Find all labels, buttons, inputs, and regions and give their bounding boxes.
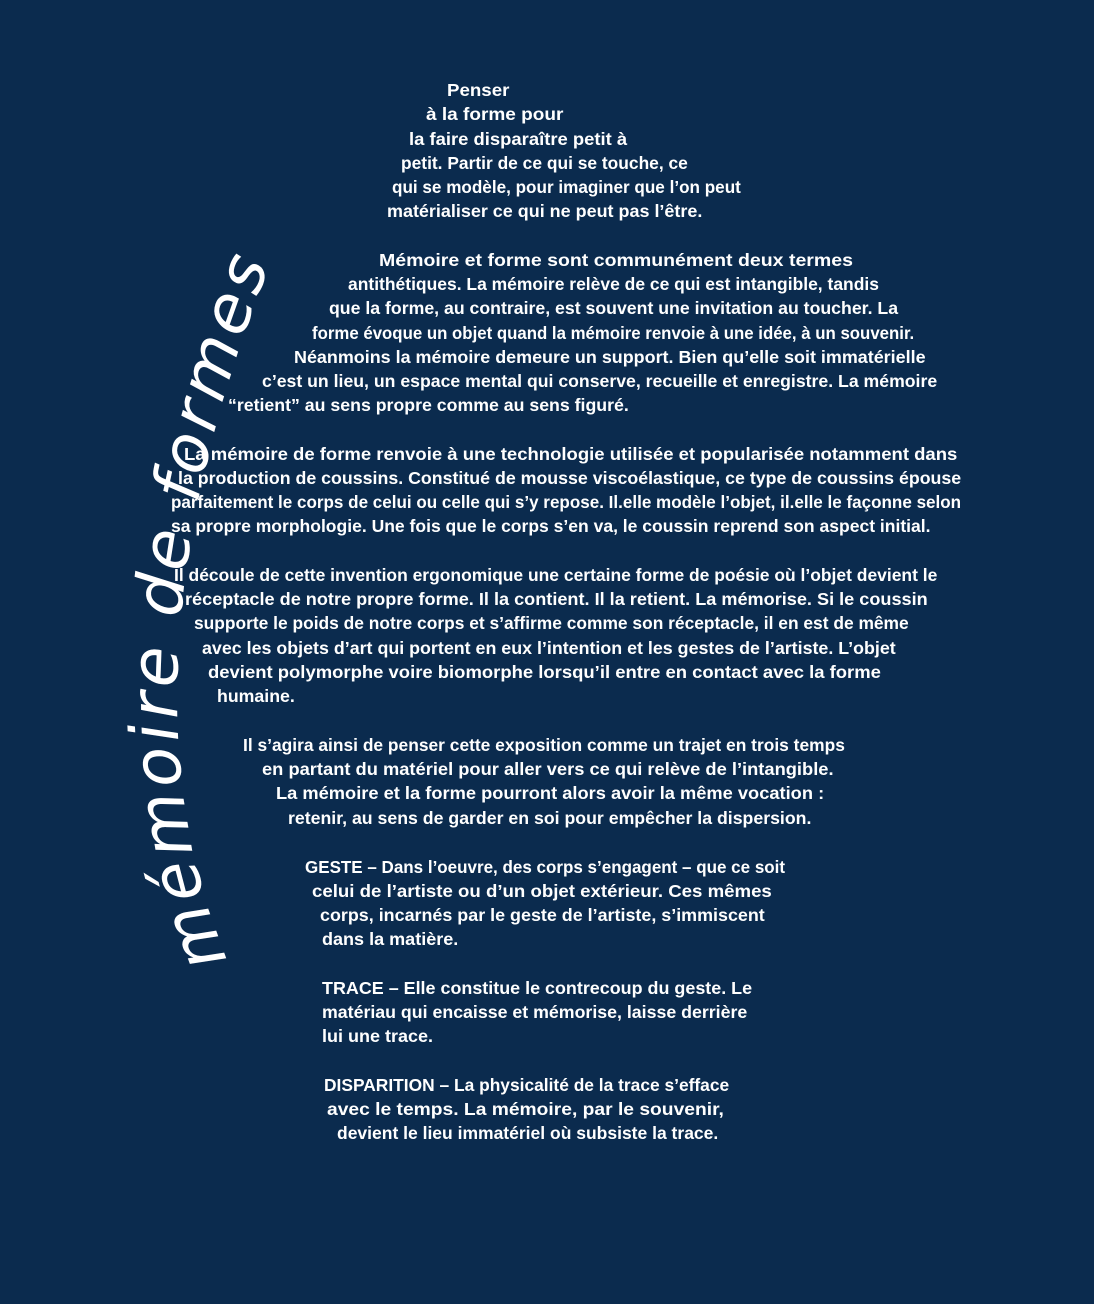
body-line: petit. Partir de ce qui se touche, ce — [401, 153, 688, 173]
body-line: GESTE – Dans l’oeuvre, des corps s’engagent – que ce soit — [305, 857, 786, 877]
body-line: à la forme pour — [426, 104, 564, 124]
body-line: réceptacle de notre propre forme. Il la contient. Il la retient. La mémorise. Si le coussin — [185, 589, 928, 609]
body-line: lui une trace. — [322, 1026, 433, 1046]
body-line: Mémoire et forme sont communément deux termes — [379, 250, 853, 270]
body-line: corps, incarnés par le geste de l’artiste, s’immiscent — [320, 905, 765, 925]
body-line: la faire disparaître petit à — [409, 129, 628, 149]
body-line: supporte le poids de notre corps et s’affirme comme son réceptacle, il en est de même — [194, 613, 909, 633]
body-line: en partant du matériel pour aller vers ce qui relève de l’intangible. — [262, 759, 834, 779]
body-line: Il s’agira ainsi de penser cette exposition comme un trajet en trois temps — [243, 735, 845, 755]
body-line: forme évoque un objet quand la mémoire renvoie à une idée, à un souvenir. — [312, 323, 915, 343]
body-line: c’est un lieu, un espace mental qui conserve, recueille et enregistre. La mémoire — [262, 371, 938, 391]
body-line: celui de l’artiste ou d’un objet extérieur. Ces mêmes — [312, 881, 772, 901]
body-line: matériau qui encaisse et mémorise, laisse derrière — [322, 1002, 748, 1022]
body-line: devient le lieu immatériel où subsiste la trace. — [337, 1123, 719, 1143]
body-line: Néanmoins la mémoire demeure un support. Bien qu’elle soit immatérielle — [294, 347, 926, 367]
body-line: La mémoire de forme renvoie à une technologie utilisée et popularisée notamment dans — [184, 444, 958, 464]
body-line: devient polymorphe voire biomorphe lorsqu’il entre en contact avec la forme — [208, 662, 881, 682]
body-line: DISPARITION – La physicalité de la trace s’efface — [324, 1075, 730, 1095]
body-line: “retient” au sens propre comme au sens figuré. — [228, 395, 629, 415]
body-line: la production de coussins. Constitué de mousse viscoélastique, ce type de coussins épouse — [178, 468, 962, 488]
body-line: matérialiser ce qui ne peut pas l’être. — [387, 201, 703, 221]
body-line: Penser — [447, 80, 510, 100]
body-line: avec les objets d’art qui portent en eux l’intention et les gestes de l’artiste. L’objet — [202, 638, 896, 658]
body-line: sa propre morphologie. Une fois que le corps s’en va, le coussin reprend son aspect initial. — [171, 516, 931, 536]
body-line: Il découle de cette invention ergonomique une certaine forme de poésie où l’objet devient le — [174, 565, 938, 585]
body-line: TRACE – Elle constitue le contrecoup du geste. Le — [322, 978, 753, 998]
body-line: retenir, au sens de garder en soi pour empêcher la dispersion. — [288, 808, 812, 828]
body-line: dans la matière. — [322, 929, 459, 949]
body-line: antithétiques. La mémoire relève de ce qui est intangible, tandis — [348, 274, 879, 294]
body-line: que la forme, au contraire, est souvent une invitation au toucher. La — [329, 298, 899, 318]
body-line: parfaitement le corps de celui ou celle qui s’y repose. Il.elle modèle l’objet, il.elle le façonne selon — [171, 492, 962, 512]
body-line: humaine. — [217, 686, 295, 706]
page-title-path: mémoire de formes — [115, 239, 286, 982]
body-line: qui se modèle, pour imaginer que l’on peut — [392, 177, 741, 197]
body-line: La mémoire et la forme pourront alors avoir la même vocation : — [276, 783, 825, 803]
body-line: avec le temps. La mémoire, par le souvenir, — [327, 1099, 724, 1119]
